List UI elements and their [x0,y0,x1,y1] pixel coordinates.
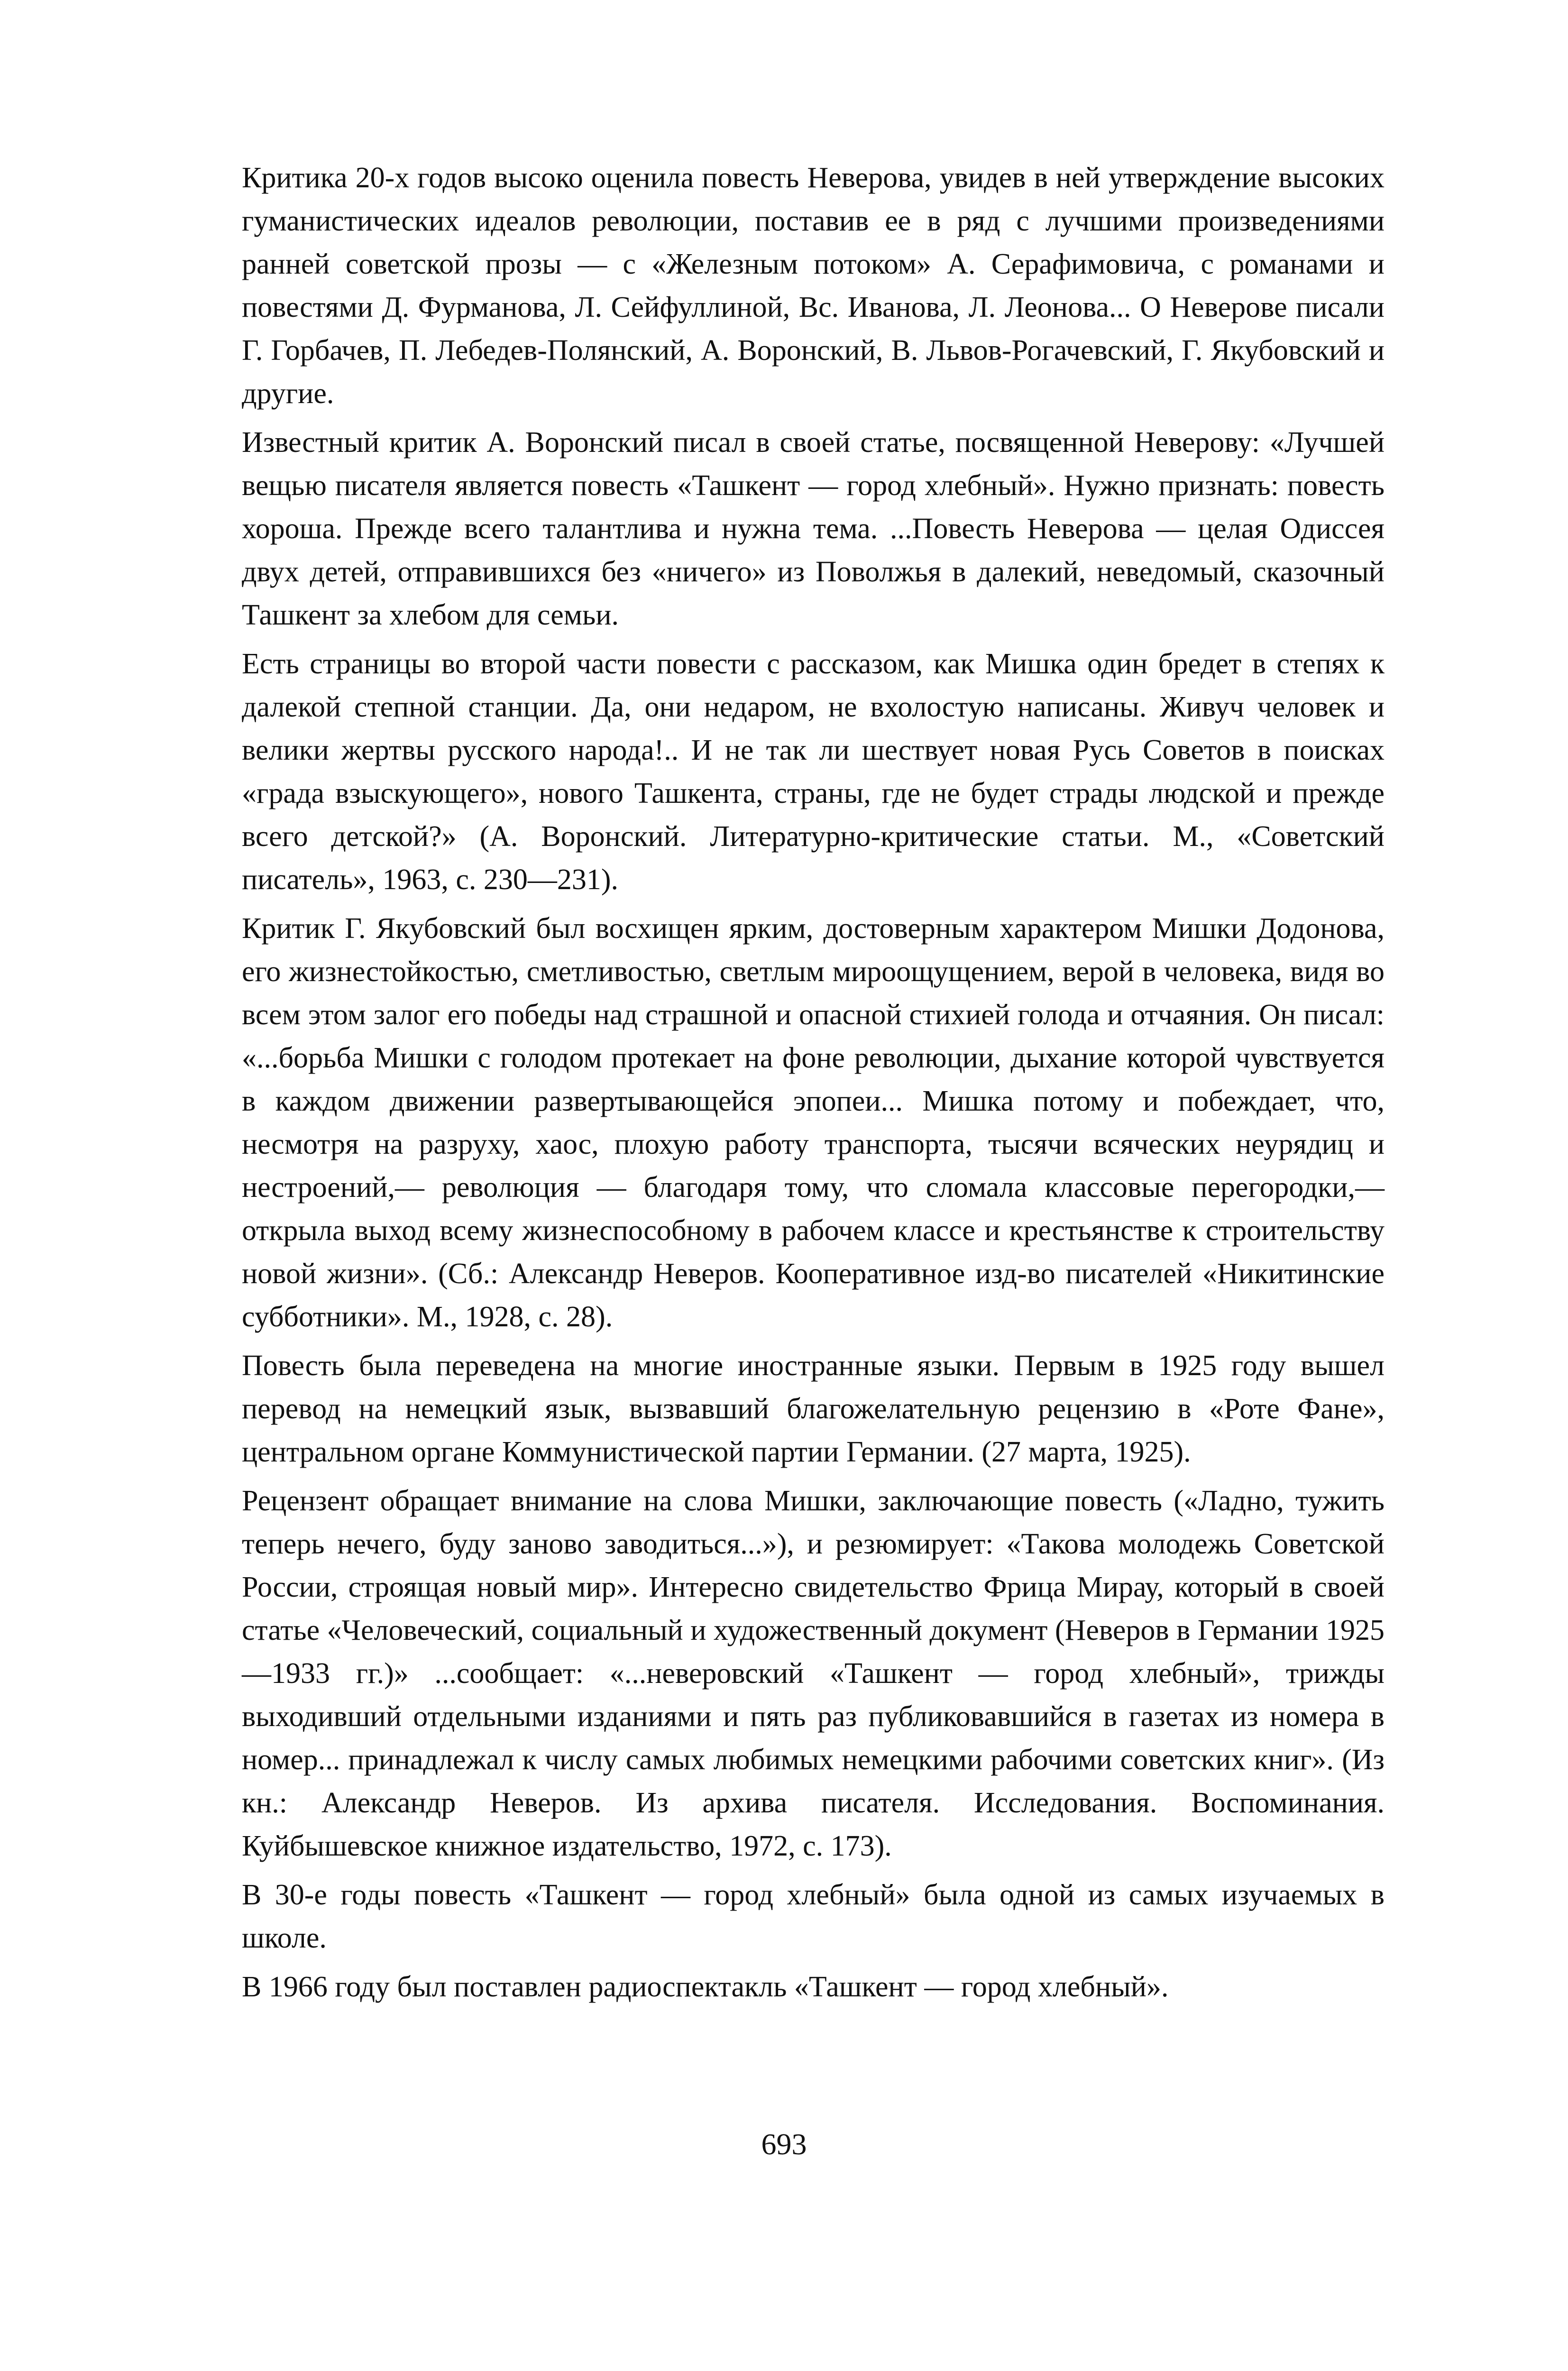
paragraph-3: Есть страницы во второй части повести с рассказом, как Мишка один бредет в степях к далекой степной станции. Да, они недаром, не вхолостую написаны. Живуч человек и велики жертвы русского народа!.. И не так ли шествует новая Русь Советов в поисках «града взыскующего», нового Ташкента, страны, где не будет страды людской и прежде всего детской?» (А. Воронский. Литературно-критические статьи. М., «Советский писатель», 1963, с. 230—231). [242,648,1385,896]
page-number: 693 [761,2127,807,2161]
page-body [242,156,1385,2014]
paragraph-7: В 30-е годы повесть «Ташкент — город хлебный» была одной из самых изучаемых в школе. [242,1879,1385,1954]
paragraph-4: Критик Г. Якубовский был восхищен ярким, достоверным характером Мишки Додонова, его жизнестойкостью, сметливостью, светлым мироощущением, верой в человека, видя во всем этом залог его победы над страшной и опасной стихией голода и отчаяния. Он писал: «...борьба Мишки с голодом протекает на фоне революции, дыхание которой чувствуется в каждом движении развертывающейся эпопеи... Мишка потому и побеждает, что, несмотря на разруху, хаос, плохую работу транспорта, тысячи всяческих неурядиц и нестроений,— революция — благодаря тому, что сломала классовые перегородки,— открыла выход всему жизнеспособному в рабочем классе и крестьянстве к строительству новой жизни». (Сб.: Александр Неверов. Кооперативное изд-во писателей «Никитинские субботники». М., 1928, с. 28). [242,912,1385,1333]
paragraph-8: В 1966 году был поставлен радиоспектакль «Ташкент — город хлебный». [242,1971,1169,2003]
paragraph-6: Рецензент обращает внимание на слова Мишки, заключающие повесть («Ладно, тужить теперь нечего, буду заново заводиться...»), и резюмирует: «Такова молодежь Советской России, строящая новый мир». Интересно свидетельство Фрица Мирау, который в своей статье «Человеческий, социальный и художественный документ (Неверов в Германии 1925—1933 гг.)» ...сообщает: «...неверовский «Ташкент — город хлебный», трижды выходивший отдельными изданиями и пять раз публиковавшийся в газетах из номера в номер... принадлежал к числу самых любимых немецкими рабочими советских книг». (Из кн.: Александр Неверов. Из архива писателя. Исследования. Воспоминания. Куйбышевское книжное издательство, 1972, с. 173). [242,1485,1385,1862]
paragraph-2: Известный критик А. Воронский писал в своей статье, посвященной Неверову: «Лучшей вещью писателя является повесть «Ташкент — город хлебный». Нужно признать: повесть хороша. Прежде всего талантлива и нужна тема. ...Повесть Неверова — целая Одиссея двух детей, отправившихся без «ничего» из Поволжья в далекий, неведомый, сказочный Ташкент за хлебом для семьи. [242,426,1385,631]
paragraph-5: Повесть была переведена на многие иностранные языки. Первым в 1925 году вышел перевод на немецкий язык, вызвавший благожелательную рецензию в «Роте Фане», центральном органе Коммунистической партии Германии. (27 марта, 1925). [242,1350,1385,1468]
paragraph-1: Критика 20-х годов высоко оценила повесть Неверова, увидев в ней утверждение высоких гуманистических идеалов революции, поставив ее в ряд с лучшими произведениями ранней советской прозы — с «Железным потоком» А. Серафимовича, с романами и повестями Д. Фурманова, Л. Сейфуллиной, Вс. Иванова, Л. Леонова... О Неверове писали Г. Горбачев, П. Лебедев-Полянский, А. Воронский, В. Львов-Рогачевский, Г. Якубовский и другие. [242,162,1385,410]
